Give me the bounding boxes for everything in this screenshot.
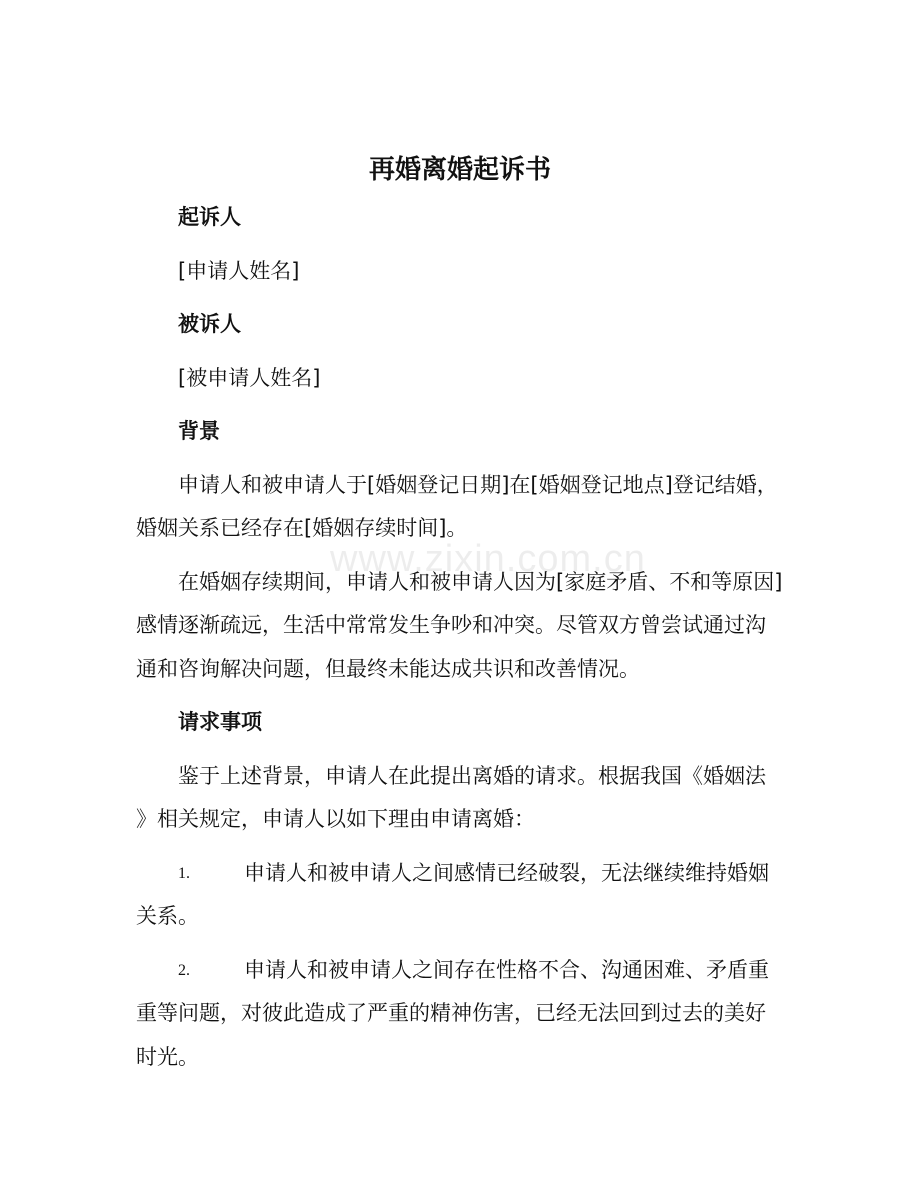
plaintiff-name: [申请人姓名]	[178, 258, 300, 283]
paragraph-line: 鉴于上述背景，申请人在此提出离婚的请求。根据我国《婚姻法	[178, 763, 766, 788]
paragraph-line: 婚姻关系已经存在[婚姻存续时间]。	[136, 516, 468, 540]
paragraph-line: 感情逐渐疏远，生活中常常发生争吵和冲突。尽管双方曾尝试通过沟	[136, 613, 766, 637]
list-item-2	[136, 949, 796, 1080]
list-item-line: 关系。	[136, 904, 199, 928]
request-heading-block	[136, 701, 796, 745]
list-item-first-line	[136, 949, 796, 993]
list-number: 2.	[178, 961, 190, 979]
list-item-text: 申请人和被申请人之间感情已经破裂，无法继续维持婚姻	[244, 860, 769, 885]
request-heading: 请求事项	[178, 710, 262, 734]
list-item-text: 申请人和被申请人之间存在性格不合、沟通困难、矛盾重	[244, 957, 769, 982]
plaintiff-heading: 起诉人	[178, 205, 241, 229]
background-paragraph-1	[136, 464, 796, 551]
defendant-heading: 被诉人	[178, 312, 241, 336]
list-number: 1.	[178, 864, 190, 882]
background-heading: 背景	[178, 419, 220, 443]
request-intro-paragraph	[136, 755, 796, 842]
list-item-line: 时光。	[136, 1044, 199, 1069]
paragraph-line: 通和咨询解决问题，但最终未能达成共识和改善情况。	[136, 656, 640, 681]
document-body	[136, 196, 796, 1079]
defendant-name: [被申请人姓名]	[178, 365, 321, 390]
list-item-first-line	[136, 852, 796, 896]
paragraph-line: 在婚姻存续期间，申请人和被申请人因为[家庭矛盾、不和等原因]	[178, 569, 783, 594]
paragraph-line: 》相关规定，申请人以如下理由申请离婚：	[136, 807, 535, 831]
plaintiff-name-block	[136, 250, 796, 294]
defendant-heading-block	[136, 303, 796, 347]
watermark: www.zixin.com.cn	[330, 538, 646, 580]
list-item-line: 重等问题，对彼此造成了严重的精神伤害，已经无法回到过去的美好	[136, 1001, 766, 1025]
paragraph-line: 申请人和被申请人于[婚姻登记日期]在[婚姻登记地点]登记结婚，	[178, 472, 778, 497]
defendant-name-block	[136, 357, 796, 401]
document-title: 再婚离婚起诉书	[368, 155, 551, 185]
list-item-1	[136, 852, 796, 939]
background-heading-block	[136, 410, 796, 454]
background-paragraph-2	[136, 561, 796, 692]
plaintiff-heading-block	[136, 196, 796, 240]
